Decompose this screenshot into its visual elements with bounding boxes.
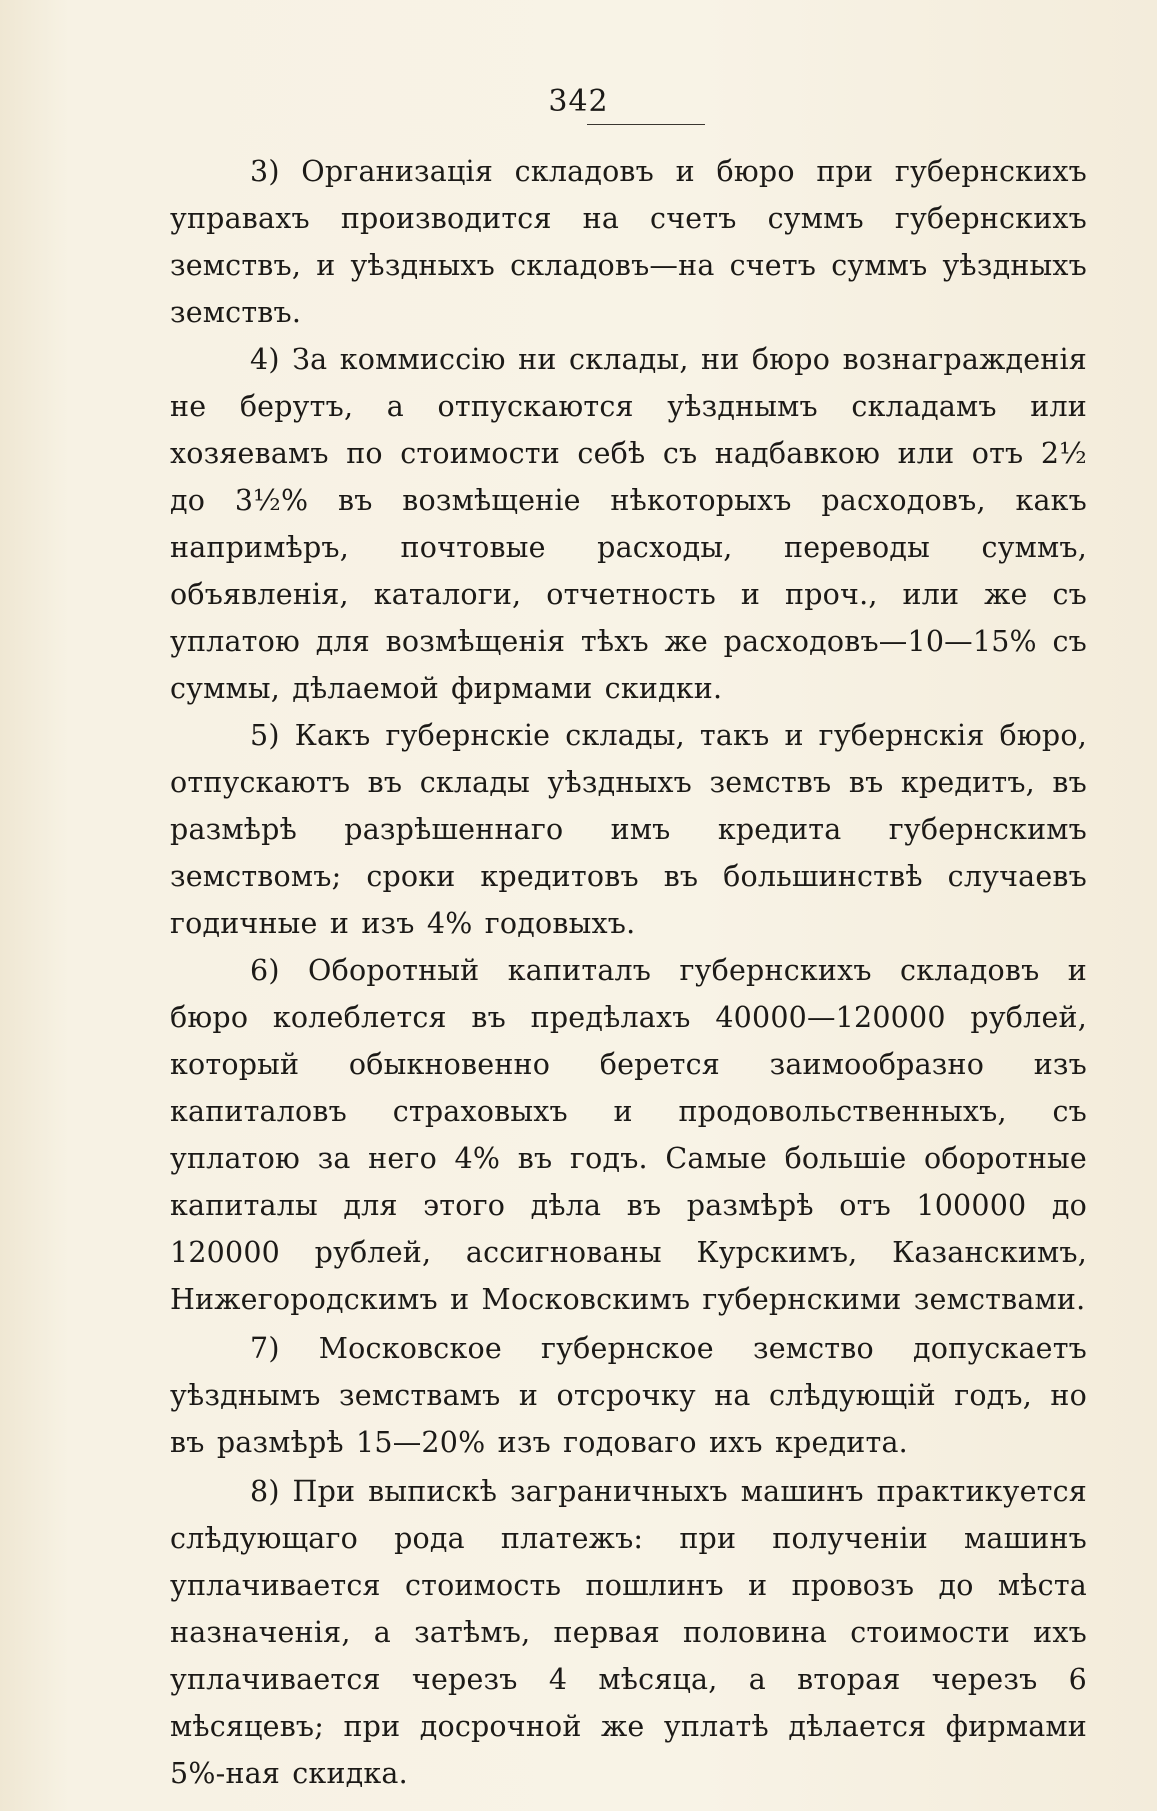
page-number-rule xyxy=(587,124,705,125)
paragraph-8: 8) При выпискѣ заграничныхъ машинъ практикуется слѣдующаго рода платежъ: при полученіи машинъ уплачивается стоимость пошлинъ и провозъ до мѣста назначенія, а затѣмъ, первая половина стоимости ихъ уплачивается черезъ 4 мѣсяца, а вторая черезъ 6 мѣсяцевъ; при досрочной же уплатѣ дѣлается фирмами 5%-ная скидка. xyxy=(170,1475,1087,1790)
page-number: 342 xyxy=(548,84,609,119)
paragraph-3: 3) Организація складовъ и бюро при губернскихъ управахъ производится на счетъ суммъ губернскихъ земствъ, и уѣздныхъ складовъ—на счетъ суммъ уѣздныхъ земствъ. xyxy=(170,155,1087,329)
paragraph-4: 4) За коммиссію ни склады, ни бюро вознагражденія не берутъ, а отпускаются уѣзднымъ складамъ или хозяевамъ по стоимости себѣ съ надбавкою или отъ 2½ до 3½% въ возмѣщеніе нѣкоторыхъ расходовъ, какъ напримѣръ, почтовые расходы, переводы суммъ, объявленія, каталоги, отчетность и проч., или же съ уплатою для возмѣщенія тѣхъ же расходовъ—10—15% съ суммы, дѣлаемой фирмами скидки. xyxy=(170,343,1087,705)
paragraph-7: 7) Московское губернское земство допускаетъ уѣзднымъ земствамъ и отсрочку на слѣдующій годъ, но въ размѣрѣ 15—20% изъ годоваго ихъ кредита. xyxy=(170,1332,1087,1459)
page-body xyxy=(170,148,1087,1797)
paragraph-6: 6) Оборотный капиталъ губернскихъ складовъ и бюро колеблется въ предѣлахъ 40000—120000 рублей, который обыкновенно берется заимообразно изъ капиталовъ страховыхъ и продовольственныхъ, съ уплатою за него 4% въ годъ. Самые большіе оборотные капиталы для этого дѣла въ размѣрѣ отъ 100000 до 120000 рублей, ассигнованы Курскимъ, Казанскимъ, Нижегородскимъ и Московскимъ губернскими земствами. xyxy=(170,954,1087,1316)
paragraph-5: 5) Какъ губернскіе склады, такъ и губернскія бюро, отпускаютъ въ склады уѣздныхъ земствъ въ кредитъ, въ размѣрѣ разрѣшеннаго имъ кредита губернскимъ земствомъ; сроки кредитовъ въ большинствѣ случаевъ годичные и изъ 4% годовыхъ. xyxy=(170,719,1087,940)
